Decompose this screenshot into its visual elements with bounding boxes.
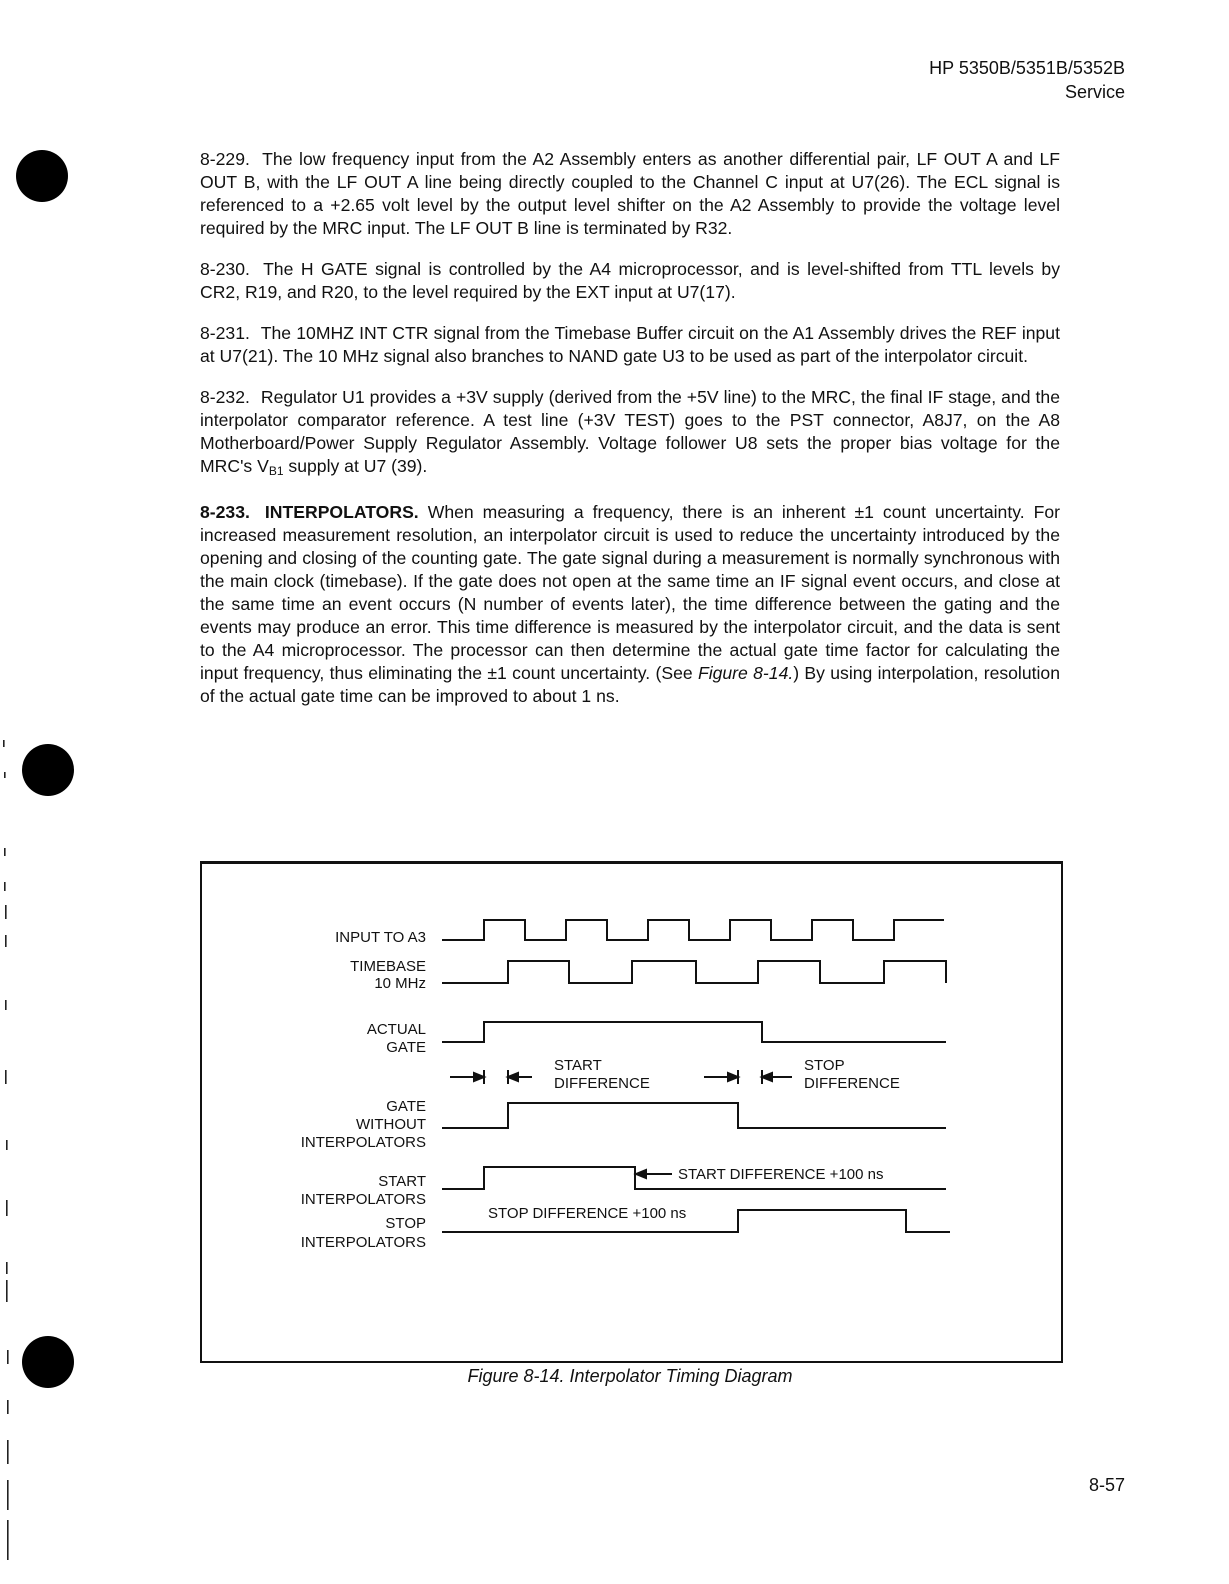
timing-diagram bbox=[202, 864, 1061, 1361]
label-interpolators-2: INTERPOLATORS bbox=[300, 1191, 426, 1208]
stop-difference-label-1: STOP bbox=[804, 1057, 845, 1074]
binder-hole-top bbox=[16, 150, 68, 202]
label-timebase-freq: 10 MHz bbox=[374, 975, 426, 992]
paragraph-8-233 bbox=[200, 501, 1060, 708]
start-plus-arrow bbox=[636, 1170, 672, 1178]
section-heading: INTERPOLATORS. bbox=[264, 502, 419, 522]
paragraph-text: Regulator U1 provides a +3V supply (derived from the +5V line) to the MRC, the final IF stage, and the interpolator comparator reference. A test line (+3V TEST) goes to the PST connector, A8J7, on the A8 Motherboard/Power Supply Regulator Assembly. Voltage follower U8 sets the proper bias voltage for the MRC's V bbox=[200, 387, 1060, 476]
waveform-input-to-a3 bbox=[442, 920, 944, 940]
stop-difference-plus-label: STOP DIFFERENCE +100 ns bbox=[488, 1205, 687, 1222]
paragraph-text: The H GATE signal is controlled by the A4 microprocessor, and is level-shifted from TTL levels by CR2, R19, and R20, to the level required by the EXT input at U7(17). bbox=[200, 259, 1061, 302]
waveform-actual-gate bbox=[442, 1022, 946, 1042]
paragraph-number: 8-229. bbox=[200, 149, 250, 169]
start-difference-markers bbox=[450, 1070, 532, 1084]
paragraph-8-231 bbox=[200, 322, 1060, 368]
label-gate: GATE bbox=[386, 1098, 426, 1115]
paragraph-text: The low frequency input from the A2 Assembly enters as another differential pair, LF OUT A and LF OUT B, with the LF OUT A line being directly coupled to the Channel C input at U7(26). The ECL signal is referenced to a +2.65 volt level by the output level shifter on the A2 Assembly to provide the voltage level required by the MRC input. The LF OUT B line is terminated by R32. bbox=[200, 149, 1060, 238]
label-without: WITHOUT bbox=[356, 1116, 426, 1133]
binder-hole-middle bbox=[22, 744, 74, 796]
label-stop: STOP bbox=[385, 1215, 426, 1232]
subscript-b1: B1 bbox=[268, 464, 284, 478]
paragraph-8-229 bbox=[200, 148, 1060, 240]
body-text bbox=[200, 148, 1060, 726]
paragraph-text-end: supply at U7 (39). bbox=[283, 456, 428, 476]
page-header bbox=[929, 56, 1125, 104]
paragraph-text: When measuring a frequency, there is an inherent ±1 count uncertainty. For increased measurement resolution, an interpolator circuit is used to reduce the uncertainty introduced by the opening and closing of the counting gate. The gate signal during a measurement is normally synchronous with the main clock (timebase). If the gate does not open at the same time an IF signal event occurs, and close at the same time an event occurs (N number of events later), the time difference between the gating and the events may produce an error. This time difference is measured by the interpolator circuit, and the data is sent to the A4 microprocessor. The processor can then determine the actual gate time factor for calculating the input frequency, thus eliminating the ±1 count uncertainty. (See bbox=[200, 502, 1061, 683]
figure-caption: Figure 8-14. Interpolator Timing Diagram bbox=[467, 1366, 793, 1386]
paragraph-text-end: ) By using interpolation, resolution of the actual gate time can be improved to about 1 ns. bbox=[200, 663, 1060, 706]
label-actual: ACTUAL bbox=[366, 1021, 426, 1038]
start-difference-label-1: START bbox=[554, 1057, 602, 1074]
timing-diagram-figure bbox=[200, 861, 1063, 1363]
waveform-timebase bbox=[442, 961, 946, 983]
paragraph-text: The 10MHZ INT CTR signal from the Timebase Buffer circuit on the A1 Assembly drives the REF input at U7(21). The 10 MHz signal also branches to NAND gate U3 to be used as part of the interpolator circuit. bbox=[200, 323, 1060, 366]
figure-reference: Figure 8-14. bbox=[697, 663, 794, 683]
scan-edge-marks bbox=[0, 0, 14, 1584]
start-difference-plus-label: START DIFFERENCE +100 ns bbox=[678, 1166, 884, 1183]
paragraph-number: 8-233. bbox=[200, 502, 250, 522]
waveform-gate-without-interpolators bbox=[442, 1103, 946, 1128]
label-start: START bbox=[378, 1173, 426, 1190]
stop-difference-label-2: DIFFERENCE bbox=[804, 1075, 900, 1092]
stop-difference-markers bbox=[704, 1070, 792, 1084]
paragraph-number: 8-231. bbox=[200, 323, 250, 343]
header-section: Service bbox=[1064, 82, 1125, 102]
header-model: HP 5350B/5351B/5352B bbox=[929, 58, 1125, 78]
label-actual-gate: GATE bbox=[386, 1039, 426, 1056]
label-interpolators-3: INTERPOLATORS bbox=[300, 1234, 426, 1251]
label-input-to-a3: INPUT TO A3 bbox=[335, 929, 426, 946]
paragraph-number: 8-230. bbox=[200, 259, 250, 279]
start-difference-label-2: DIFFERENCE bbox=[554, 1075, 650, 1092]
paragraph-number: 8-232. bbox=[200, 387, 250, 407]
paragraph-8-230 bbox=[200, 258, 1060, 304]
page-number: 8-57 bbox=[1088, 1475, 1125, 1495]
label-interpolators-1: INTERPOLATORS bbox=[300, 1134, 426, 1151]
label-timebase: TIMEBASE bbox=[350, 958, 426, 975]
paragraph-8-232 bbox=[200, 386, 1060, 483]
